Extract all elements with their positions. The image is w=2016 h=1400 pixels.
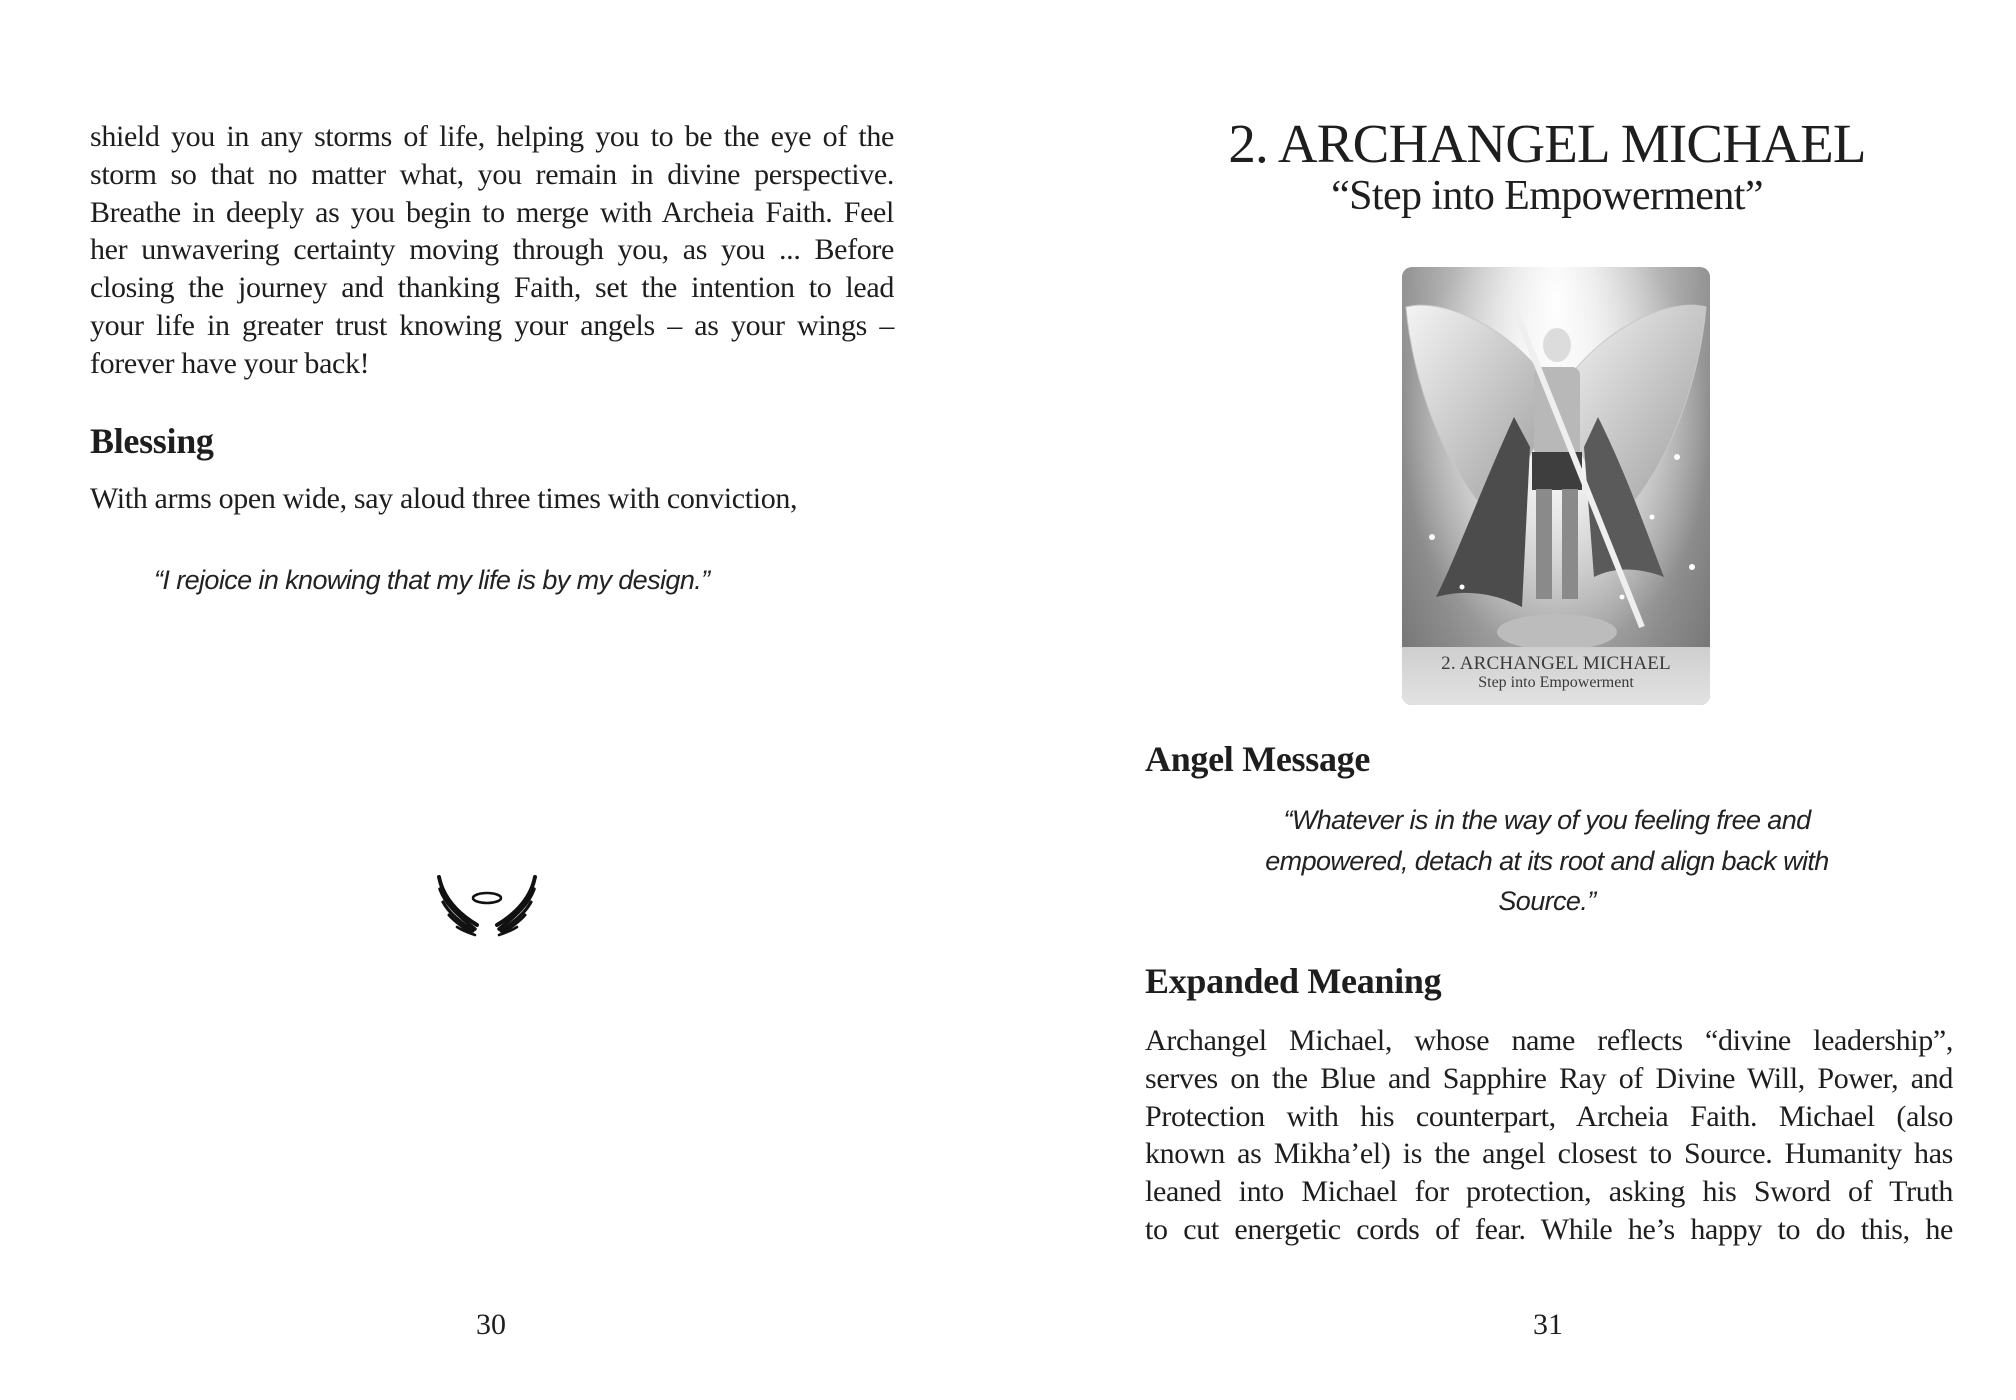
quote-line: “Whatever is in the way of you feeling free and: [1283, 805, 1811, 835]
text-line: leaned into Michael for protection, asking his Sword of Truth: [1145, 1175, 1953, 1209]
oracle-card-image: [1402, 267, 1710, 705]
angel-wings-halo-icon: [435, 875, 539, 939]
card-caption-subtitle: Step into Empowerment: [1478, 674, 1634, 691]
page-number: 31: [1533, 1308, 1563, 1341]
chapter-subtitle: “Step into Empowerment”: [1331, 173, 1763, 219]
text-line: shield you in any storms of life, helping you to be the eye of the: [90, 120, 894, 153]
text-line: known as Mikha’el) is the angel closest to Source. Humanity has: [1145, 1137, 1953, 1171]
blessing-heading: Blessing: [90, 421, 214, 461]
text-line: forever have your back!: [90, 346, 370, 380]
text-line: her unwavering certainty moving through you, as you ... Before: [90, 233, 894, 267]
text-line: to cut energetic cords of fear. While he’s happy to do this, he: [1145, 1212, 1953, 1246]
page-number: 30: [476, 1308, 506, 1341]
text-line: closing the journey and thanking Faith, set the intention to lead: [90, 271, 894, 305]
card-caption-title: 2. ARCHANGEL MICHAEL: [1441, 653, 1671, 674]
blessing-quote: “I rejoice in knowing that my life is by my design.”: [154, 565, 710, 595]
blessing-instruction: With arms open wide, say aloud three times with conviction,: [90, 482, 798, 515]
text-line: Protection with his counterpart, Archeia Faith. Michael (also: [1145, 1099, 1953, 1133]
left-body-paragraph: [90, 118, 894, 383]
angel-message-heading: Angel Message: [1145, 739, 1371, 779]
text-line: Archangel Michael, whose name reflects “divine leadership”,: [1145, 1024, 1953, 1057]
expanded-meaning-paragraph: [1145, 1022, 1953, 1249]
text-line: Breathe in deeply as you begin to merge with Archeia Faith. Feel: [90, 195, 894, 229]
text-line: storm so that no matter what, you remain in divine perspective.: [90, 157, 894, 191]
archangel-illustration: [1402, 267, 1710, 705]
quote-line: Source.”: [1498, 886, 1596, 916]
expanded-meaning-heading: Expanded Meaning: [1145, 961, 1442, 1001]
text-line: your life in greater trust knowing your angels – as your wings –: [90, 308, 894, 342]
right-page: [1008, 0, 2016, 1400]
text-line: serves on the Blue and Sapphire Ray of Divine Will, Power, and: [1145, 1061, 1953, 1095]
card-caption: [1402, 647, 1710, 705]
chapter-title: 2. ARCHANGEL MICHAEL: [1228, 113, 1866, 174]
quote-line: empowered, detach at its root and align back with: [1265, 845, 1829, 876]
angel-message-quote: [1145, 800, 1949, 922]
